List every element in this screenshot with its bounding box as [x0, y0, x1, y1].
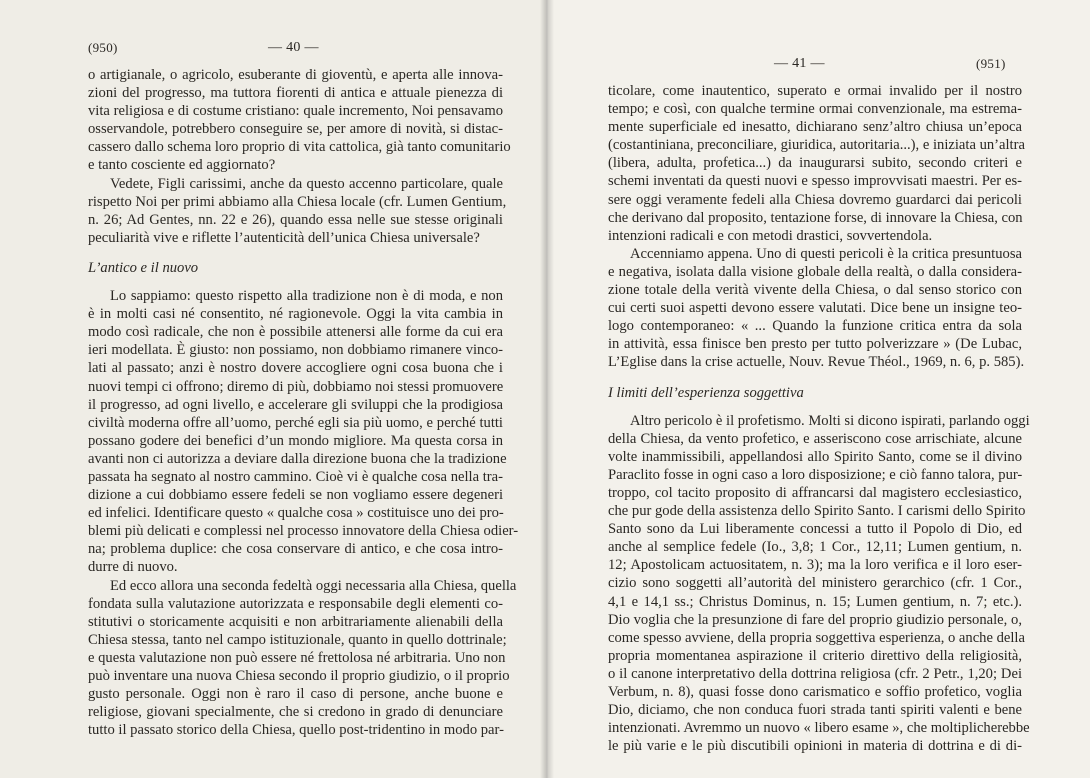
spacer: [88, 247, 503, 259]
text-line: può inventare una nuova Chiesa secondo il proprio giudizio, o il proprio: [88, 668, 510, 684]
text-line: blemi più delicati e complessi nel processo innovatore della Chiesa odier-: [88, 523, 519, 540]
left-page-body: [88, 66, 519, 739]
paragraph: [88, 175, 507, 247]
text-line: sere oggi veramente fedeli alla Chiesa dovremo guardarci dai pericoli: [608, 191, 1022, 208]
text-line: n. 26; Ad Gentes, nn. 22 e 26), quando essa nelle sue stesse originali: [88, 211, 503, 228]
text-line: religiose, giovani specialmente, che si credono in grado di denunciare: [88, 704, 503, 721]
text-line: ticolare, come inautentico, superato e ormai invalido per il nostro: [608, 83, 1022, 99]
text-line: (costantiniana, preconciliare, giuridica, autoritaria...), e iniziata un’altra: [608, 137, 1025, 154]
text-line: ed infelici. Identificare questo « qualche cosa » costituisce uno dei pro-: [88, 505, 504, 522]
text-line: Lo sappiamo: questo rispetto alla tradizione non è di moda, e non: [110, 288, 503, 305]
text-line: passata ha segnato al nostro cammino. Cioè vi è qualche cosa nella tra-: [88, 468, 503, 485]
left-page-number: — 40 —: [268, 40, 319, 55]
text-line: che pur gode della assistenza dello Spirito Santo. I carismi dello Spirito: [608, 503, 1026, 520]
text-line: modo così radicale, che non è possibile attenersi alle forme da cui era: [88, 324, 503, 341]
text-line: avanti non ci autorizza a deviare dalla direzione buona che la tradizione: [88, 450, 507, 467]
section-heading: L’antico e il nuovo: [88, 259, 199, 276]
text-line: zioni del progresso, ma tuttora fiorenti di antica e attuale pienezza di: [88, 85, 503, 102]
text-line: possano godere dei benefici d’un mondo migliore. Ma questa corsa in: [88, 432, 503, 449]
paragraph: [608, 412, 1030, 756]
text-line: intenzioni radicali e con metodi drastici, sovvertendola.: [608, 227, 933, 244]
text-line: troppo, col tacito proposito di affrancarsi dal magistero ecclesiastico,: [608, 484, 1022, 501]
paragraph: [88, 577, 517, 740]
text-line: Paraclito fosse in ogni caso a loro disposizione; e ciò fanno talora, pur-: [608, 466, 1023, 483]
text-line: e negativa, isolata dalla visione globale della realtà, o dalla considera-: [608, 263, 1022, 280]
text-line: Ed ecco allora una seconda fedeltà oggi necessaria alla Chiesa, quella: [110, 577, 517, 594]
text-line: civiltà moderna offre all’uomo, perché egli sia più uomo, e perché tutti: [88, 414, 503, 431]
text-line: Dio voglia che la presunzione di fare del proprio giudizio personale, o,: [608, 611, 1022, 628]
text-line: volte inammissibili, appellandosi allo Spirito Santo, come se il divino: [608, 448, 1022, 465]
text-line: della Chiesa, da vento profetico, e asseriscono cose arrischiate, alcune: [608, 430, 1022, 447]
text-line: stitutivi o storicamente acquisiti e non arbitrariamente alienabili della: [88, 613, 503, 630]
text-line: Accenniamo appena. Uno di questi pericoli è la critica presuntuosa: [630, 245, 1022, 262]
text-line: zione totale della verità vivente della Chiesa, o dal senso storico con: [608, 282, 1022, 299]
text-line: gusto personale. Oggi non è raro il caso di persone, anche buone e: [88, 686, 503, 703]
text-line: cassero dallo schema loro proprio di vita cattolica, già tanto comunitario: [88, 139, 511, 156]
text-line: e questa valutazione non può essere né frettolosa né arbitraria. Uno non: [88, 649, 506, 666]
text-line: peculiarità vive e riflette l’autenticità dell’unica Chiesa universale?: [88, 229, 480, 246]
spacer: [608, 402, 1022, 412]
text-line: Vedete, Figli carissimi, anche da questo accenno particolare, quale: [110, 175, 503, 192]
text-line: intenzionati. Avremmo un nuovo « libero esame », che moltiplicherebbe: [608, 720, 1030, 737]
text-line: propria momentanea aspirazione il criterio direttivo della religiosità,: [608, 647, 1022, 664]
text-line: è in molti casi né consentito, né ragionevole. Oggi la vita cambia in: [88, 306, 503, 323]
text-line: le più varie e le più discutibili opinioni in materia di dottrina e di di-: [608, 738, 1022, 755]
text-line: logo contemporaneo: « ... Quando la funzione critica entra da sola: [608, 318, 1022, 335]
right-page-label: (951): [976, 56, 1006, 71]
text-line: Dio, diciamo, che non conduca fuori strada tanti spiriti valenti e bene: [608, 702, 1022, 719]
text-line: 4,1 e 14,1 ss.; Christus Dominus, n. 15; Lumen gentium, n. 7; etc.).: [608, 593, 1022, 610]
text-line: dizione a cui dobbiamo essere fedeli se non vogliamo essere degeneri: [88, 487, 503, 504]
text-line: mente superficiale ed inesatto, dichiarano senz’altro chiusa un’epoca: [608, 119, 1022, 136]
text-line: cizio sono soggetti all’autorità del ministero gerarchico (cfr. 1 Cor.,: [608, 575, 1022, 592]
spacer: [608, 372, 1022, 384]
text-line: come spesso avviene, della propria soggettiva esperienza, o anche della: [608, 629, 1025, 646]
right-page: [546, 0, 1090, 778]
paragraph: [608, 245, 1025, 372]
text-line: tutto il passato storico della Chiesa, quello post-tridentino in modo par-: [88, 722, 504, 739]
section-heading: I limiti dell’esperienza soggettiva: [608, 384, 804, 401]
text-line: na; problema duplice: che cosa conservare di antico, e che cosa intro-: [88, 541, 503, 558]
text-line: in attività, essa finisce ben presto per tutto polverizzare » (De Lubac,: [608, 336, 1022, 353]
text-line: (libera, adulta, profetica...) da inaugurarsi subito, secondo criteri e: [608, 155, 1022, 172]
text-line: fondata sulla valutazione autorizzata e responsabile degli elementi co-: [88, 595, 503, 612]
text-line: cui certi suoi aspetti devono essere valutati. Dice bene un insigne teo-: [608, 300, 1022, 317]
text-line: rispetto Noi per primi abbiamo alla Chiesa locale (cfr. Lumen Gentium,: [88, 193, 507, 210]
text-line: che derivano dal proposito, tentazione forse, di innovare la Chiesa, con: [608, 209, 1023, 226]
text-line: Verbum, n. 8), quasi fosse dono carismatico e soffio profetico, voglia: [608, 684, 1022, 700]
text-line: tempo; e così, con qualche termine ormai convenzionale, ma estrema-: [608, 101, 1022, 118]
text-line: lati al passato; anzi è nostro dovere accogliere ogni cosa buona che i: [88, 360, 503, 377]
right-page-body: [608, 82, 1030, 755]
text-line: schemi inventati da questi nuovi e spesso improvvisati maestri. Per es-: [608, 173, 1022, 190]
paragraph: [88, 287, 519, 577]
text-line: nuovi tempi ci offrono; diremo di più, dobbiamo noi stessi promuovere: [88, 378, 504, 395]
text-line: ieri modellata. È giusto: non possiamo, non dobbiamo rimanere vinco-: [88, 342, 503, 359]
text-line: osservandole, potrebbero conseguire se, per amore di novità, si distac-: [88, 121, 503, 138]
text-line: il progresso, ad ogni livello, e accelerare gli sviluppi che la prodigiosa: [88, 396, 503, 413]
text-line: durre di nuovo.: [88, 559, 178, 576]
paragraph: [608, 82, 1025, 245]
text-line: vita religiosa e di costume cristiano: quale incremento, Noi pensavamo: [88, 103, 503, 120]
left-page-label: (950): [88, 40, 118, 55]
right-page-number: — 41 —: [774, 56, 825, 71]
text-line: 12; Apostolicam actuositatem, n. 3); ma la loro verifica e il loro eser-: [608, 557, 1022, 574]
spacer: [88, 277, 503, 287]
text-line: e tanto cosciente ed aggiornato?: [88, 157, 276, 174]
text-line: o artigianale, o agricolo, esuberante di gioventù, e aperta alle innova-: [88, 67, 503, 83]
text-line: L’Eglise dans la crise actuelle, Nouv. Revue Théol., 1969, n. 6, p. 585).: [608, 354, 1025, 371]
text-line: Chiesa stessa, tanto nel campo istituzionale, quanto in quello dottrinale;: [88, 631, 507, 648]
text-line: anche al semplice fedele (Io., 3,8; 1 Cor., 12,11; Lumen gentium, n.: [608, 539, 1022, 556]
text-line: Santo sono da Lui liberamente concessi a tutto il Popolo di Dio, ed: [608, 521, 1022, 538]
paragraph: [88, 66, 511, 175]
text-line: o il canone interpretativo della dottrina religiosa (cfr. 2 Petr., 1,20; Dei: [608, 665, 1022, 682]
text-line: Altro pericolo è il profetismo. Molti si dicono ispirati, parlando oggi: [630, 412, 1030, 429]
